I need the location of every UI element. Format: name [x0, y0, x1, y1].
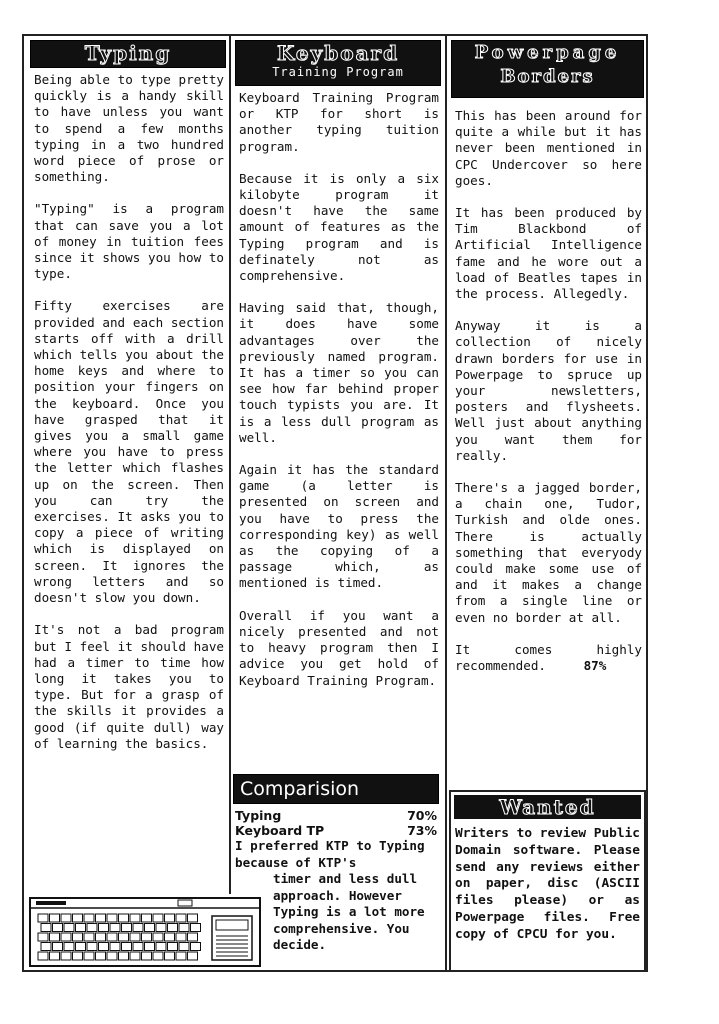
- keyboard-para-2: Because it is only a six kilobyte program it doesn't have the same amount of features as the Typing program and is definately not as comprehensive.: [239, 170, 439, 284]
- powerpage-para-2: It has been produced by Tim Blackbond of Artificial Intelligence fame and he wore out a load of Beatles tapes in the process. Allegedly.: [455, 205, 642, 302]
- column-divider: [229, 36, 231, 970]
- score-name: Keyboard TP: [235, 823, 325, 838]
- keyboard-subtitle: Training Program: [272, 65, 404, 79]
- page-frame: [22, 34, 648, 972]
- powerpage-para-4: There's a jagged border, a chain one, Tudor, Turkish and olde ones. There is actually something that everyody could make some use of and it makes a change from a single line or even no border at all.: [455, 480, 642, 625]
- keyboard-title: Keyboard: [276, 41, 400, 65]
- column-divider: [445, 36, 447, 970]
- keyboard-para-5: Overall if you want a nicely presented and not to heavy program then I advice you get hold of Keyboard Training Program.: [239, 607, 439, 688]
- column-typing: [30, 36, 226, 752]
- wanted-text: Writers to review Public Domain software. Please send any reviews either on paper, disc (ASCII files please) or as Powerpage files. Free copy of CPCU for you.: [455, 826, 640, 942]
- score-row-typing: [235, 808, 437, 823]
- keyboard-illustration: [28, 894, 264, 970]
- wanted-box: [449, 790, 646, 972]
- column-keyboard: [235, 36, 441, 689]
- typing-para-2: "Typing" is a program that can save you a lot of money in tuition fees since it shows you how to type.: [34, 201, 224, 282]
- wanted-heading: [454, 795, 641, 819]
- column-powerpage: [451, 36, 644, 674]
- powerpage-title: Powerpage: [474, 42, 621, 63]
- powerpage-rating: 87%: [583, 658, 607, 674]
- wanted-title: Wanted: [499, 795, 596, 819]
- powerpage-para-3: Anyway it is a collection of nicely drawn borders for use in Powerpage to spruce up your newsletters, posters and flysheets. Well just about anything you want them for really.: [455, 318, 642, 463]
- comparison-heading: Comparision: [233, 774, 439, 804]
- typing-para-3: Fifty exercises are provided and each section starts off with a drill which tells you about the home keys and where to position your fingers on the keyboard. Once you have grasped that it gives you a small game where you have to press the letter which flashes up on the screen. Then you can try the exercises. It asks you to copy a piece of writing which is displayed on screen. It ignores the wrong letters and so doesn't slow you down.: [34, 298, 224, 606]
- comparison-rest: timer and less dull approach. However Typing is a lot more comprehensive. You decide.: [273, 871, 425, 952]
- typing-title: Typing: [84, 41, 172, 65]
- keyboard-para-1: Keyboard Training Program or KTP for short is another typing tuition program.: [239, 90, 439, 154]
- keyboard-para-3: Having said that, though, it does have some advantages over the previously named program. It has a timer so you can see how far behind proper touch typists you are. It is a less dull program as well.: [239, 300, 439, 445]
- typing-para-1: Being able to type pretty quickly is a handy skill to have unless you want to spend a few months typing in a two hundred word piece of prose or something.: [34, 72, 224, 185]
- keyboard-heading: [235, 40, 441, 86]
- powerpage-para-1: This has been around for quite a while but it has never been mentioned in CPC Undercover so here goes.: [455, 108, 642, 188]
- score-value: 73%: [407, 823, 437, 838]
- score-name: Typing: [235, 808, 282, 823]
- borders-title: Borders: [500, 66, 595, 87]
- keyboard-icon: [28, 894, 264, 970]
- keyboard-para-4: Again it has the standard game (a letter is presented on screen and you have to press the corresponding key) as well as the copying of a passage which, as mentioned is timed.: [239, 462, 439, 591]
- score-row-ktp: [235, 823, 437, 838]
- score-value: 70%: [407, 808, 437, 823]
- powerpage-heading: [451, 40, 644, 98]
- typing-heading: [30, 40, 226, 68]
- powerpage-closing: [455, 642, 642, 674]
- closing-text: It comes highly recommended.: [455, 641, 642, 674]
- typing-para-4: It's not a bad program but I feel it should have had a timer to time how long it takes you to type. But for a grasp of the skills it provides a good (if quite dull) way of learning the basics.: [34, 622, 224, 751]
- comparison-lead: I preferred KTP to Typing because of KTP's: [235, 838, 425, 870]
